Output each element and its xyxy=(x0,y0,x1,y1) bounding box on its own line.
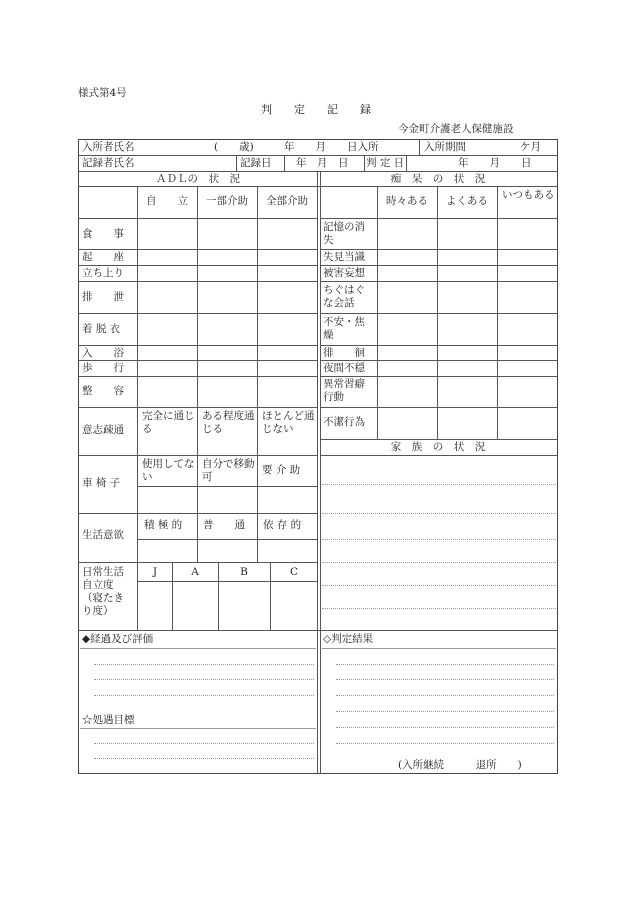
wheelchair-assist: 要 介 助 xyxy=(262,464,301,476)
dementia-row-incoherent-speech: ちぐはぐな会話 xyxy=(323,284,365,309)
independence-level-a: A xyxy=(191,566,199,578)
adl-section-title: ＡＤＬの 状 況 xyxy=(156,173,240,185)
continuation-discharge-label: (入所継続 退所 ) xyxy=(398,759,522,771)
adl-row-bathing: 入 浴 xyxy=(82,347,124,359)
judgment-date-label: 判 定 日 xyxy=(366,157,405,169)
communication-full: 完全に通じる xyxy=(142,410,195,435)
dementia-col-always: いつもある xyxy=(502,189,555,201)
independence-level-j: J xyxy=(152,566,158,578)
dementia-row-memory-loss: 記憶の消失 xyxy=(323,221,365,246)
motivation-dependent: 依 存 的 xyxy=(263,519,302,531)
stay-period-label: 入所期間 xyxy=(424,141,466,153)
adl-row-dressing: 着 脱 衣 xyxy=(82,323,121,335)
dementia-row-unclean: 不潔行為 xyxy=(323,416,365,428)
adl-row-grooming: 整 容 xyxy=(82,385,124,397)
adl-col-full: 全部介助 xyxy=(266,195,308,207)
dementia-row-disorientation: 失見当識 xyxy=(323,251,365,263)
admission-date-label: 年 月 日入所 xyxy=(284,141,379,153)
adl-row-standing: 立ち上り xyxy=(82,267,124,279)
family-section-title: 家 族 の 状 況 xyxy=(390,441,486,453)
record-date-label: 記録日 xyxy=(240,157,272,169)
independence-label: 日常生活自立度（寝たきり度） xyxy=(82,566,124,617)
adl-row-eating: 食 事 xyxy=(82,228,124,240)
adl-row-sitting: 起 座 xyxy=(82,251,124,263)
months-label: ケ月 xyxy=(520,141,541,153)
dementia-row-wandering: 徘 徊 xyxy=(323,347,365,359)
dementia-row-abnormal-habits: 異常習癖行動 xyxy=(323,378,365,403)
center-divider xyxy=(317,171,318,774)
adl-row-walking: 歩 行 xyxy=(82,362,124,374)
judgment-result-label: ◇判定結果 xyxy=(323,633,374,645)
communication-barely: ほとんど通じない xyxy=(262,410,315,435)
adl-col-partial: 一部介助 xyxy=(206,195,248,207)
dementia-row-night-restless: 夜間不穏 xyxy=(323,362,365,374)
adl-col-independent: 自 立 xyxy=(146,195,188,207)
dementia-col-sometimes: 時々ある xyxy=(386,195,428,207)
recorder-name-label: 記録者氏名 xyxy=(82,157,135,169)
independence-level-c: C xyxy=(289,566,299,578)
dementia-row-anxiety: 不安・焦燥 xyxy=(323,316,365,341)
judgment-date-fields: 年 月 日 xyxy=(458,157,532,169)
age-label: ( 歳) xyxy=(214,141,254,153)
adl-row-toileting: 排 泄 xyxy=(82,291,124,303)
care-goal-label: ☆処遇目標 xyxy=(82,714,135,726)
record-date-fields: 年 月 日 xyxy=(296,157,349,169)
motivation-active: 積 極 的 xyxy=(144,519,183,531)
communication-partial: ある程度通じる xyxy=(202,410,255,435)
resident-name-label: 入所者氏名 xyxy=(82,141,135,153)
form-number: 様式第4号 xyxy=(78,87,127,99)
dementia-col-often: よくある xyxy=(446,195,488,207)
wheelchair-not-used: 使用してない xyxy=(142,458,195,483)
motivation-label: 生活意欲 xyxy=(82,529,124,541)
page-title: 判 定 記 録 xyxy=(261,103,371,116)
dementia-row-persecution: 被害妄想 xyxy=(323,267,365,279)
wheelchair-label: 車 椅 子 xyxy=(82,477,121,489)
communication-label: 意志疎通 xyxy=(82,424,124,436)
dementia-section-title: 痴 呆 の 状 況 xyxy=(390,173,486,185)
progress-evaluation-label: ◆経過及び評価 xyxy=(82,633,154,645)
independence-level-b: B xyxy=(240,566,248,578)
motivation-normal: 普 通 xyxy=(203,519,245,531)
wheelchair-self: 自分で移動可 xyxy=(202,458,255,483)
facility-name: 今金町介護老人保健施設 xyxy=(398,123,514,135)
